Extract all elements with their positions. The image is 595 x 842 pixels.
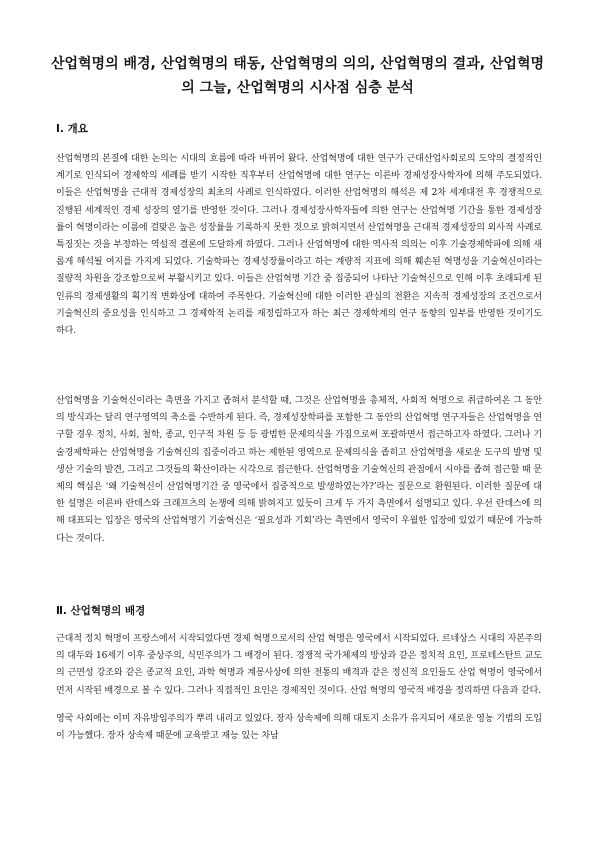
overview-paragraph-2: 산업혁명을 기술혁신이라는 측면을 가지고 좁혀서 분석할 때, 그것은 산업혁명을 총체적, 사회적 혁명으로 취급하여온 그 동안의 방식과는 달리 연구영역의 축소를 수반하게 된다. 즉, 경제성장학파를 포함한 그 동안의 산업혁명 연구자들은 산업혁명을 연구할 경우 정치, 사회, 철학, 종교, 인구적 차원 등 등 광범한 문제의식을 가짐으로써 포괄하면서 접근하고자 하였다. 그러나 기술경제학파는 산업혁명을 기술혁신의 집중이라고 하는 제한된 영역으로 문제의식을 좁히고 산업혁명을 새로운 도구의 발명 및 생산 기술의 발견, 그리고 그것들의 확산이라는 시각으로 접근한다. 산업혁명을 기술혁신의 관점에서 시야를 좁혀 접근할 때 문제의 핵심은 ‘왜 기술혁신이 산업혁명기간 중 영국에서 집중적으로 발생하였는가?’라는 질문으로 환원된다. 이러한 질문에 대한 설명은 이른바 란데스와 크래프츠의 논쟁에 의해 밝혀지고 있듯이 크게 두 가지 측면에서 설명되고 있다. 우선 란데스에 의해 대표되는 입장은 영국의 산업혁명기 기술혁신은 ‘필요성과 기회’라는 측면에서 영국이 우월한 입장에 있었기 때문에 가능하다는 것이다. [56,396,542,544]
section-heading-overview: Ⅰ. 개요 [56,123,88,135]
background-paragraph-1: 근대적 정치 혁명이 프랑스에서 시작되었다면 경제 혁명으로서의 산업 혁명은 영국에서 시작되었다. 르네상스 시대의 자본주의의 대두와 16세기 이후 중상주의, 식민주의가 그 배경이 된다. 경쟁적 국가체제의 방상과 같은 정치적 요인, 프로테스탄트 교도의 근면성 강조와 같은 종교적 요인, 과학 혁명과 계몽사상에 의한 전통의 배격과 같은 정신적 요인들도 산업 혁명이 영국에서 먼저 시작된 배경으로 볼 수 있다. 그러나 직접적인 요인은 경제적인 것이다. 산업 혁명의 영국적 배경을 정리하면 다음과 같다. [56,634,542,696]
overview-paragraph-1: 산업혁명의 본질에 대한 논의는 시대의 흐름에 따라 바뀌어 왔다. 산업혁명에 대한 연구가 근대산업사회로의 도약의 결정적인 계기로 인식되어 경제학의 세례를 받기 시작한 직후부터 산업혁명에 대한 연구는 이른바 경제성장사학자에 의해 주도되었다. 이들은 산업혁명을 근대적 경제성장의 최초의 사례로 인식하였다. 이러한 산업혁명의 해석은 제 2차 세계대전 후 경쟁적으로 진행된 세계적인 경제 성장의 열기를 반영한 것이다. 그러나 경제성장사학자들에 의한 연구는 산업혁명 기간을 통한 경제성장률이 혁명이라는 이름에 걸맞은 높은 성장률을 기록하지 못한 것으로 밝혀지면서 산업혁명을 근대적 경제성장의 외사적 사례로 특징짓는 것을 부정하는 역설적 결론에 도달하게 하였다. 그러나 산업혁명에 대한 역사적 의의는 이후 기술경제학파에 의해 새롭게 해석될 여지를 가지게 되었다. 기술학파는 경제성장률이라고 하는 계량적 지표에 의해 훼손된 혁명성을 기술혁신이라는 질량적 차원을 강조함으로써 부활시키고 있다. 이들은 산업혁명 기간 중 집중되어 나타난 기술혁신으로 인해 이후 초래되게 된 인류의 경제생활의 획기적 변화상에 대하여 주목한다. 기술혁신에 대한 이러한 관심의 전환은 지속적 경제성장의 조건으로서 기술혁신의 중요성을 인식하고 그 경제학적 논리를 재정립하고자 하는 최근 경제학계의 연구 동향의 일부를 반영한 것이기도 하다. [56,154,542,337]
document-title: 산업혁명의 배경, 산업혁명의 태동, 산업혁명의 의의, 산업혁명의 결과, 산업혁명의 그늘, 산업혁명의 시사점 심층 분석 [50,56,545,96]
section-heading-background: Ⅱ. 산업혁명의 배경 [56,605,146,617]
background-paragraph-2: 영국 사회에는 이미 자유방임주의가 뿌리 내리고 있었다. 장자 상속제에 의해 대토지 소유가 유지되어 새로운 영농 기법의 도입이 가능했다. 장자 상속제 때문에 교육받고 재능 있는 차남 [56,714,542,742]
